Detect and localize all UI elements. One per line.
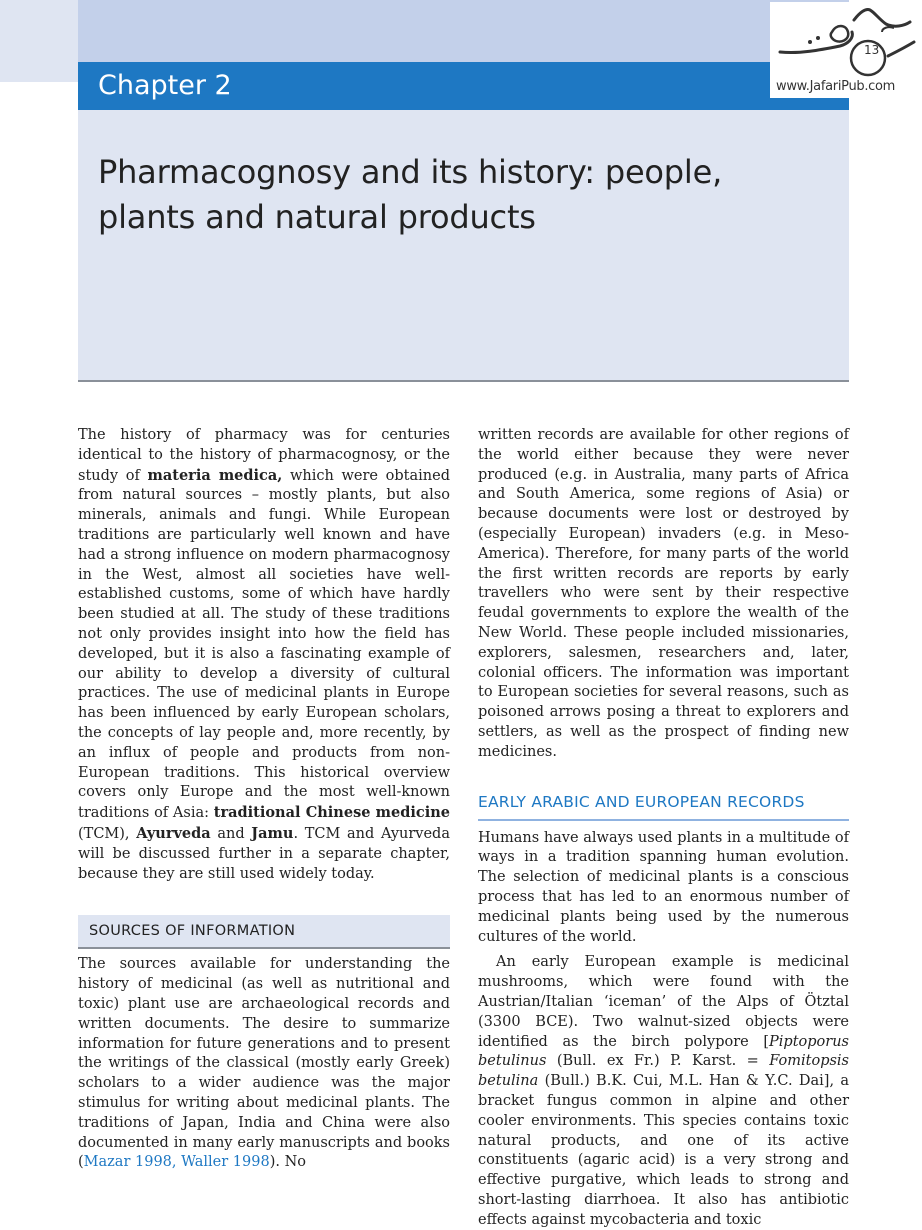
section-heading-early-records: EARLY ARABIC AND EUROPEAN RECORDS (478, 789, 849, 821)
sources-paragraph: The sources available for understanding the history of medicinal (as well as nutritional and toxic) plant use are archaeological records and written documents. The desire to summarize information for future generations and to present the writings of the classical (mostly early Greek) scholars to a wider audience was the major stimulus for writing about medicinal plants. The traditions of Japan, India and China were also documented in many early manuscripts and books (Mazar 1998, Waller 1998). No (78, 956, 450, 1171)
term-ayurveda: Ayurveda (136, 824, 211, 842)
chapter-title-line1: Pharmacognosy and its history: people, (98, 153, 723, 191)
calligraphy-logo-icon (770, 2, 922, 82)
citation-waller-1998[interactable]: Waller 1998 (181, 1154, 270, 1171)
chapter-title-line2: plants and natural products (98, 198, 536, 236)
term-jamu: Jamu (251, 824, 294, 842)
publisher-logo (770, 2, 922, 98)
left-column (78, 426, 450, 1173)
species-piptoporus: Piptoporus betulinus (478, 1033, 849, 1070)
chapter-title (98, 150, 798, 240)
humans-paragraph: Humans have always used plants in a multitude of ways in a tradition spanning human evolution. The selection of medicinal plants is a conscious process that has led to an enormous number of medicinal plants being used by the numerous cultures of the world. (478, 829, 849, 945)
records-paragraph: written records are available for other regions of the world either because they were never produced (e.g. in Australia, many parts of Africa and South America, some regions of Asia) or because documents were lost or destroyed by (especially European) invaders (e.g. in Meso-America). Therefore, for many parts of the world the first written records are reports by early travellers who were sent by their respective feudal governments to explore the wealth of the New World. These people included missionaries, explorers, salesmen, researchers and, later, colonial officers. The information was important to European societies for several reasons, such as poisoned arrows posing a threat to explorers and settlers, as well as the prospect of finding new medicines. (478, 427, 849, 760)
iceman-paragraph: An early European example is medicinal mushrooms, which were found with the Austrian/Italian ‘iceman’ of the Alps of Ötztal (3300 BCE). Two walnut-sized objects were identified as the birch polypore [Piptoporus betulinus (Bull. ex Fr.) P. Karst. = Fomitopsis betulina (Bull.) B.K. Cui, M.L. Han & Y.C. Dai], a bracket fungus common in alpine and other cooler environments. This species contains toxic natural products, and one of its active constituents (agaric acid) is a very strong and effective purgative, which leads to strong and short-lasting diarrhoea. It also has antibiotic effects against mycobacteria and toxic (478, 954, 849, 1228)
title-panel (78, 110, 849, 382)
term-materia-medica: materia medica, (147, 466, 283, 484)
term-tcm: traditional Chinese medicine (213, 804, 450, 822)
right-column (478, 426, 849, 1230)
header-left-band (0, 0, 78, 82)
chapter-label: Chapter 2 (78, 62, 849, 110)
species-fomitopsis: Fomitopsis betulina (478, 1053, 849, 1090)
intro-paragraph: The history of pharmacy was for centuries identical to the history of pharmacognosy, or the study of materia medica, which were obtained from natural sources – mostly plants, but also minerals, animals and fungi. While European traditions are particularly well known and have had a strong influence on modern pharmacognosy in the West, almost all societies have well-established customs, some of which have hardly been studied at all. The study of these traditions not only provides insight into how the field has developed, but it is also a fascinating example of our ability to develop a diversity of cultural practices. The use of medicinal plants in Europe has been influenced by early European scholars, the concepts of lay people and, more recently, by an influx of people and products from non-European traditions. This historical overview covers only Europe and the most well-known traditions of Asia: traditional Chinese medicine (TCM), Ayurveda and Jamu. TCM and Ayurveda will be discussed further in a separate chapter, because they are still used widely today. (78, 427, 450, 882)
page-number: 13 (864, 43, 880, 57)
header-top-band (78, 0, 849, 62)
section-heading-sources: SOURCES OF INFORMATION (78, 915, 450, 949)
citation-mazar-1998[interactable]: Mazar 1998 (83, 1154, 172, 1171)
watermark-url: www.JafariPub.com (776, 79, 896, 94)
